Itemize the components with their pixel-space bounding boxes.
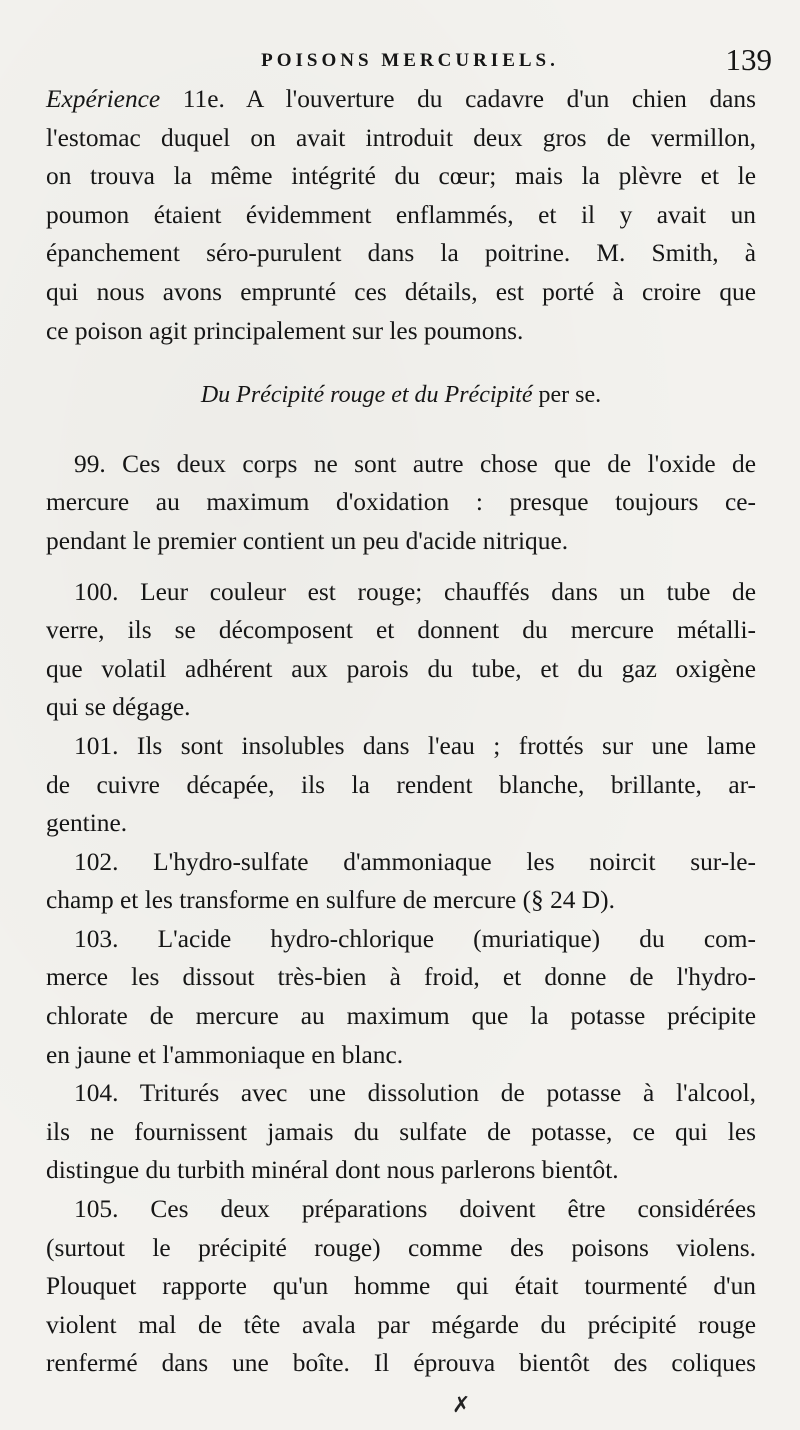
paragraph-103-line: chlorate de mercure au maximum que la potasse précipite bbox=[46, 1002, 756, 1031]
paragraph-104-line: ils ne fournissent jamais du sulfate de potasse, ce qui les bbox=[46, 1117, 756, 1146]
page-number: 139 bbox=[725, 42, 772, 77]
paragraph-99-line: mercure au maximum d'oxidation : presque toujours ce- bbox=[46, 488, 756, 517]
text-line: qui nous avons emprunté ces détails, est porté à croire que bbox=[46, 277, 756, 306]
paragraph-104-line: distingue du turbith minéral dont nous parlerons bientôt. bbox=[46, 1156, 619, 1185]
paragraph-99-line: 99. Ces deux corps ne sont autre chose que de l'oxide de bbox=[74, 449, 756, 478]
paragraph-100-line: verre, ils se décomposent et donnent du mercure métalli- bbox=[46, 616, 756, 645]
ink-mark: ✗ bbox=[452, 1392, 471, 1417]
running-title: POISONS MERCURIELS. bbox=[261, 50, 559, 71]
body-text bbox=[46, 80, 756, 1383]
text-line: poumon étaient évidemment enflammés, et il y avait un bbox=[46, 200, 756, 229]
paragraph-105-line: Plouquet rapporte qu'un homme qui était tourmenté d'un bbox=[46, 1272, 756, 1301]
paragraph-103-line: en jaune et l'ammoniaque en blanc. bbox=[46, 1040, 404, 1069]
paragraph-105-line: violent mal de tête avala par mégarde du précipité rouge bbox=[46, 1310, 756, 1339]
paragraph-105-line: (surtout le précipité rouge) comme des poisons violens. bbox=[46, 1233, 756, 1262]
running-head bbox=[48, 42, 772, 82]
text-line: on trouva la même intégrité du cœur; mais la plèvre et le bbox=[46, 162, 756, 191]
text-line: épanchement séro-purulent dans la poitrine. M. Smith, à bbox=[46, 239, 756, 268]
paragraph-101-line: 101. Ils sont insolubles dans l'eau ; frottés sur une lame bbox=[74, 731, 756, 760]
paragraph-102-line: 102. L'hydro-sulfate d'ammoniaque les noircit sur-le- bbox=[74, 847, 756, 876]
paragraph-100-line: qui se dégage. bbox=[46, 693, 191, 722]
paragraph-104-line: 104. Triturés avec une dissolution de potasse à l'alcool, bbox=[74, 1079, 756, 1108]
experience-label: Expérience bbox=[46, 85, 161, 113]
paragraph-100-line: 100. Leur couleur est rouge; chauffés dans un tube de bbox=[74, 577, 756, 606]
paragraph-101-line: de cuivre décapée, ils la rendent blanche, brillante, ar- bbox=[46, 770, 756, 799]
section-heading: Du Précipité rouge et du Précipité per se. bbox=[200, 382, 602, 409]
paragraph-103-line: merce les dissout très-bien à froid, et donne de l'hydro- bbox=[46, 963, 756, 992]
paragraph-105-line: 105. Ces deux préparations doivent être considérées bbox=[74, 1195, 756, 1224]
paragraph-101-line: gentine. bbox=[46, 809, 128, 838]
text-line: l'estomac duquel on avait introduit deux gros de vermillon, bbox=[46, 123, 756, 152]
text-line: Expérience 11e. A l'ouverture du cadavre d'un chien dans bbox=[46, 85, 756, 113]
text-line: ce poison agit principalement sur les poumons. bbox=[46, 316, 524, 345]
paragraph-99-line: pendant le premier contient un peu d'acide nitrique. bbox=[46, 526, 569, 555]
paragraph-102-line: champ et les transforme en sulfure de mercure (§ 24 D). bbox=[46, 886, 615, 915]
paragraph-105-line: renfermé dans une boîte. Il éprouva bientôt des coliques bbox=[46, 1349, 756, 1378]
paragraph-100-line: que volatil adhérent aux parois du tube, et du gaz oxigène bbox=[46, 654, 756, 683]
paragraph-103-line: 103. L'acide hydro-chlorique (muriatique) du com- bbox=[74, 924, 756, 953]
